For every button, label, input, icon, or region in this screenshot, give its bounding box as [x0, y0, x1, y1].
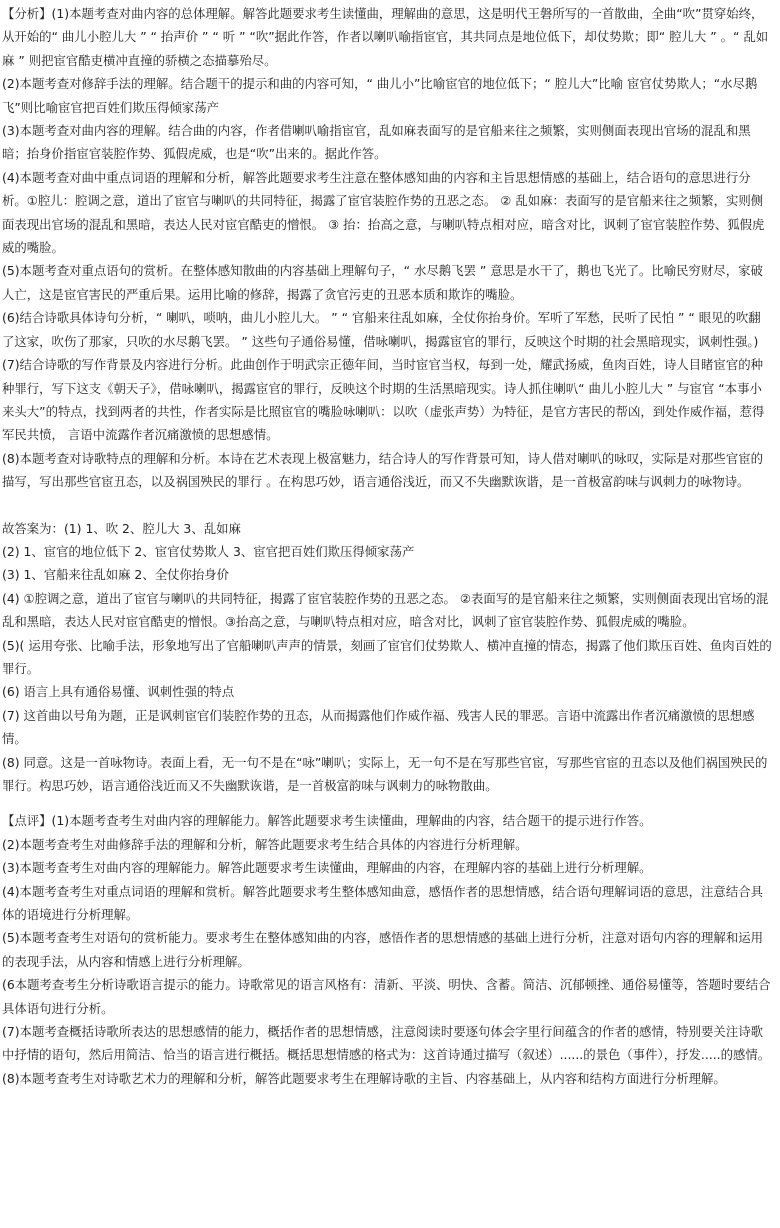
analysis-paragraph-2: (2)本题考查对修辞手法的理解。结合题干的提示和曲的内容可知，“ 曲儿小”比喻宦官的地位低下；“ 腔儿大”比喻 宦官仗势欺人；“水尽鹅飞”则比喻宦官把百姓们欺压得倾家荡产: [2, 76, 758, 115]
answer-line-3: (3) 1、官船来往乱如麻 2、全仗你抬身价: [2, 567, 230, 583]
answer-line-6: (6) 语言上具有通俗易懂、讽刺性强的特点: [2, 684, 235, 700]
analysis-paragraph-3: (3)本题考查对曲内容的理解。结合曲的内容，作者借喇叭喻指宦官，乱如麻表面写的是官船来往之频繁，实则侧面表现出官场的混乱和黑暗；抬身价指宦官装腔作势、狐假虎威，也是“吹”出来的。据此作答。: [2, 123, 751, 162]
comment-line-3: (3)本题考查考生对曲内容的理解能力。解答此题要求考生读懂曲，理解曲的内容，在理解内容的基础上进行分析理解。: [2, 860, 652, 876]
comment-line-5: (5)本题考查考生对语句的赏析能力。要求考生在整体感知曲的内容，感悟作者的思想情感的基础上进行分析，注意对语句内容的理解和运用的表现手法，从内容和情感上进行分析理解。: [2, 930, 763, 969]
comment-line-1: 【点评】(1)本题考查考生对曲内容的理解能力。解答此题要求考生读懂曲，理解曲的内容，结合题干的提示进行作答。: [2, 813, 652, 829]
comment-section: [2, 809, 772, 1090]
answer-line-5: (5)( 运用夸张、比喻手法，形象地写出了官船喇叭声声的情景，刻画了宦官们仗势欺人、横冲直撞的情态，揭露了他们欺压百姓、鱼肉百姓的罪行。: [2, 637, 772, 676]
answer-line-1: 故答案为：(1) 1、吹 2、腔儿大 3、乱如麻: [2, 520, 241, 536]
answer-section: [2, 517, 772, 798]
analysis-paragraph-5: (5)本题考查对重点语句的赏析。在整体感知散曲的内容基础上理解句子，“ 水尽鹅飞罢 ” 意思是水干了，鹅也飞光了。比喻民穷财尽，家破人亡，这是宦官害民的严重后果。运用比喻的修辞，揭露了贪官污吏的丑恶本质和欺诈的嘴脸。: [2, 263, 763, 302]
comment-line-7: (7)本题考查概括诗歌所表达的思想感情的能力，概括作者的思想情感，注意阅读时要逐句体会字里行间蕴含的作者的感情，特别要关注诗歌中抒情的语句，然后用简洁、恰当的语言进行概括。概括思想情感的格式为：这首诗通过描写（叙述）......的景色（事件），抒发.....的感情。: [2, 1024, 771, 1063]
comment-line-6: (6本题考查考生分析诗歌语言提示的能力。诗歌常见的语言风格有：清新、平淡、明快、含蓄。简洁、沉郁顿挫、通俗易懂等，答题时要结合具体语句进行分析。: [2, 977, 771, 1016]
comment-line-4: (4)本题考查考生对重点词语的理解和赏析。解答此题要求考生整体感知曲意，感悟作者的思想情感，结合语句理解词语的意思，注意结合具体的语境进行分析理解。: [2, 883, 763, 923]
comment-line-8: (8)本题考查考生对诗歌艺术力的理解和分析，解答此题要求考生在理解诗歌的主旨、内容基础上，从内容和结构方面进行分析理解。: [2, 1070, 726, 1086]
answer-line-8: (8) 同意。这是一首咏物诗。表面上看，无一句不是在“咏”喇叭；实际上，无一句不是在写那些官宦，写那些官宦的丑态以及他们祸国殃民的罪行。构思巧妙，语言通俗浅近而又不失幽默诙谐，是一首极富韵味与讽刺力的咏物散曲。: [2, 754, 768, 793]
analysis-paragraph-1: 【分析】(1)本题考查对曲内容的总体理解。解答此题要求考生读懂曲，理解曲的意思，这是明代王磐所写的一首散曲，全曲“吹”贯穿始终，从开始的“ 曲儿小腔儿大 ” “ 抬声价 ” “ 听 ” “吹”据此作答，作者以喇叭喻指宦官，其共同点是地位低下，却仗势欺；即“ 腔儿大 ” 。“ 乱如麻 ” 则把宦官酷吏横冲直撞的骄横之态描摹殆尽。: [2, 6, 769, 68]
analysis-paragraph-4: (4)本题考查对曲中重点词语的理解和分析，解答此题要求考生注意在整体感知曲的内容和主旨思想情感的基础上，结合语句的意思进行分析。①腔儿：腔调之意，道出了宦官与喇叭的共同特征，揭露了宦官装腔作势的丑恶之态。 ② 乱如麻：表面写的是官船来往之频繁，实则侧面表现出官场的混乱和黑暗，表达人民对宦官酷吏的憎恨。 ③ 抬：抬高之意，与喇叭特点相对应，暗含对比，讽刺了宦官装腔作势、狐假虎威的嘴脸。: [2, 169, 765, 256]
section-spacer: [2, 797, 772, 809]
answer-line-2: (2) 1、宦官的地位低下 2、宦官仗势欺人 3、宦官把百姓们欺压得倾家荡产: [2, 543, 415, 559]
answer-line-4: (4) ①腔调之意，道出了宦官与喇叭的共同特征，揭露了宦官装腔作势的丑恶之态。 ②表面写的是官船来往之频繁，实则侧面表现出官场的混乱和黑暗，表达人民对宦官酷吏的憎恨。③抬高之意，与喇叭特点相对应，暗含对比，讽刺了宦官装腔作势、狐假虎威的嘴脸。: [2, 590, 769, 630]
analysis-paragraph-7: (7)结合诗歌的写作背景及内容进行分析。此曲创作于明武宗正德年间，当时宦官当权，每到一处，耀武扬威，鱼肉百姓，诗人目睹宦官的种种罪行，写下这支《朝天子》，借咏喇叭，揭露宦官的罪行，反映这个时期的生活黑暗现实。诗人抓住喇叭“ 曲儿小腔儿大 ” 与宦官 “本事小来头大”的特点，找到两者的共性，作者实际是比照宦官的嘴脸咏喇叭：以吹（虚张声势）为特征，是官方害民的帮凶，到处作威作福，惹得军民共愤， 言语中流露作者沉痛激愤的思想感情。: [2, 357, 765, 443]
analysis-paragraph-6: (6)结合诗歌具体诗句分析，“ 喇叭，唢呐，曲儿小腔儿大。 ” “ 官船来往乱如麻，全仗你抬身价。军听了军愁，民听了民怕 ” “ 眼见的吹翻了这家，吹伤了那家，只吹的水尽鹅飞罢。 ” 这些句子通俗易懂，借咏喇叭，揭露宦官的罪行，反映这个时期的社会黑暗现实，讽刺性强。): [2, 310, 761, 349]
analysis-section: [2, 2, 772, 494]
analysis-paragraph-8: (8)本题考查对诗歌特点的理解和分析。本诗在艺术表现上极富魅力，结合诗人的写作背景可知，诗人借对喇叭的咏叹，实际是对那些官宦的描写，写出那些官宦丑态，以及祸国殃民的罪行 。在构思巧妙，语言通俗浅近，而又不失幽默诙谐，是一首极富韵味与讽刺力的咏物诗。: [2, 450, 763, 490]
comment-line-2: (2)本题考查考生对曲修辞手法的理解和分析，解答此题要求考生结合具体的内容进行分析理解。: [2, 836, 528, 852]
section-spacer: [2, 494, 772, 517]
answer-line-7: (7) 这首曲以号角为题，正是讽刺宦官们装腔作势的丑态，从而揭露他们作威作福、残害人民的罪恶。言语中流露出作者沉痛激愤的思想感情。: [2, 707, 755, 747]
